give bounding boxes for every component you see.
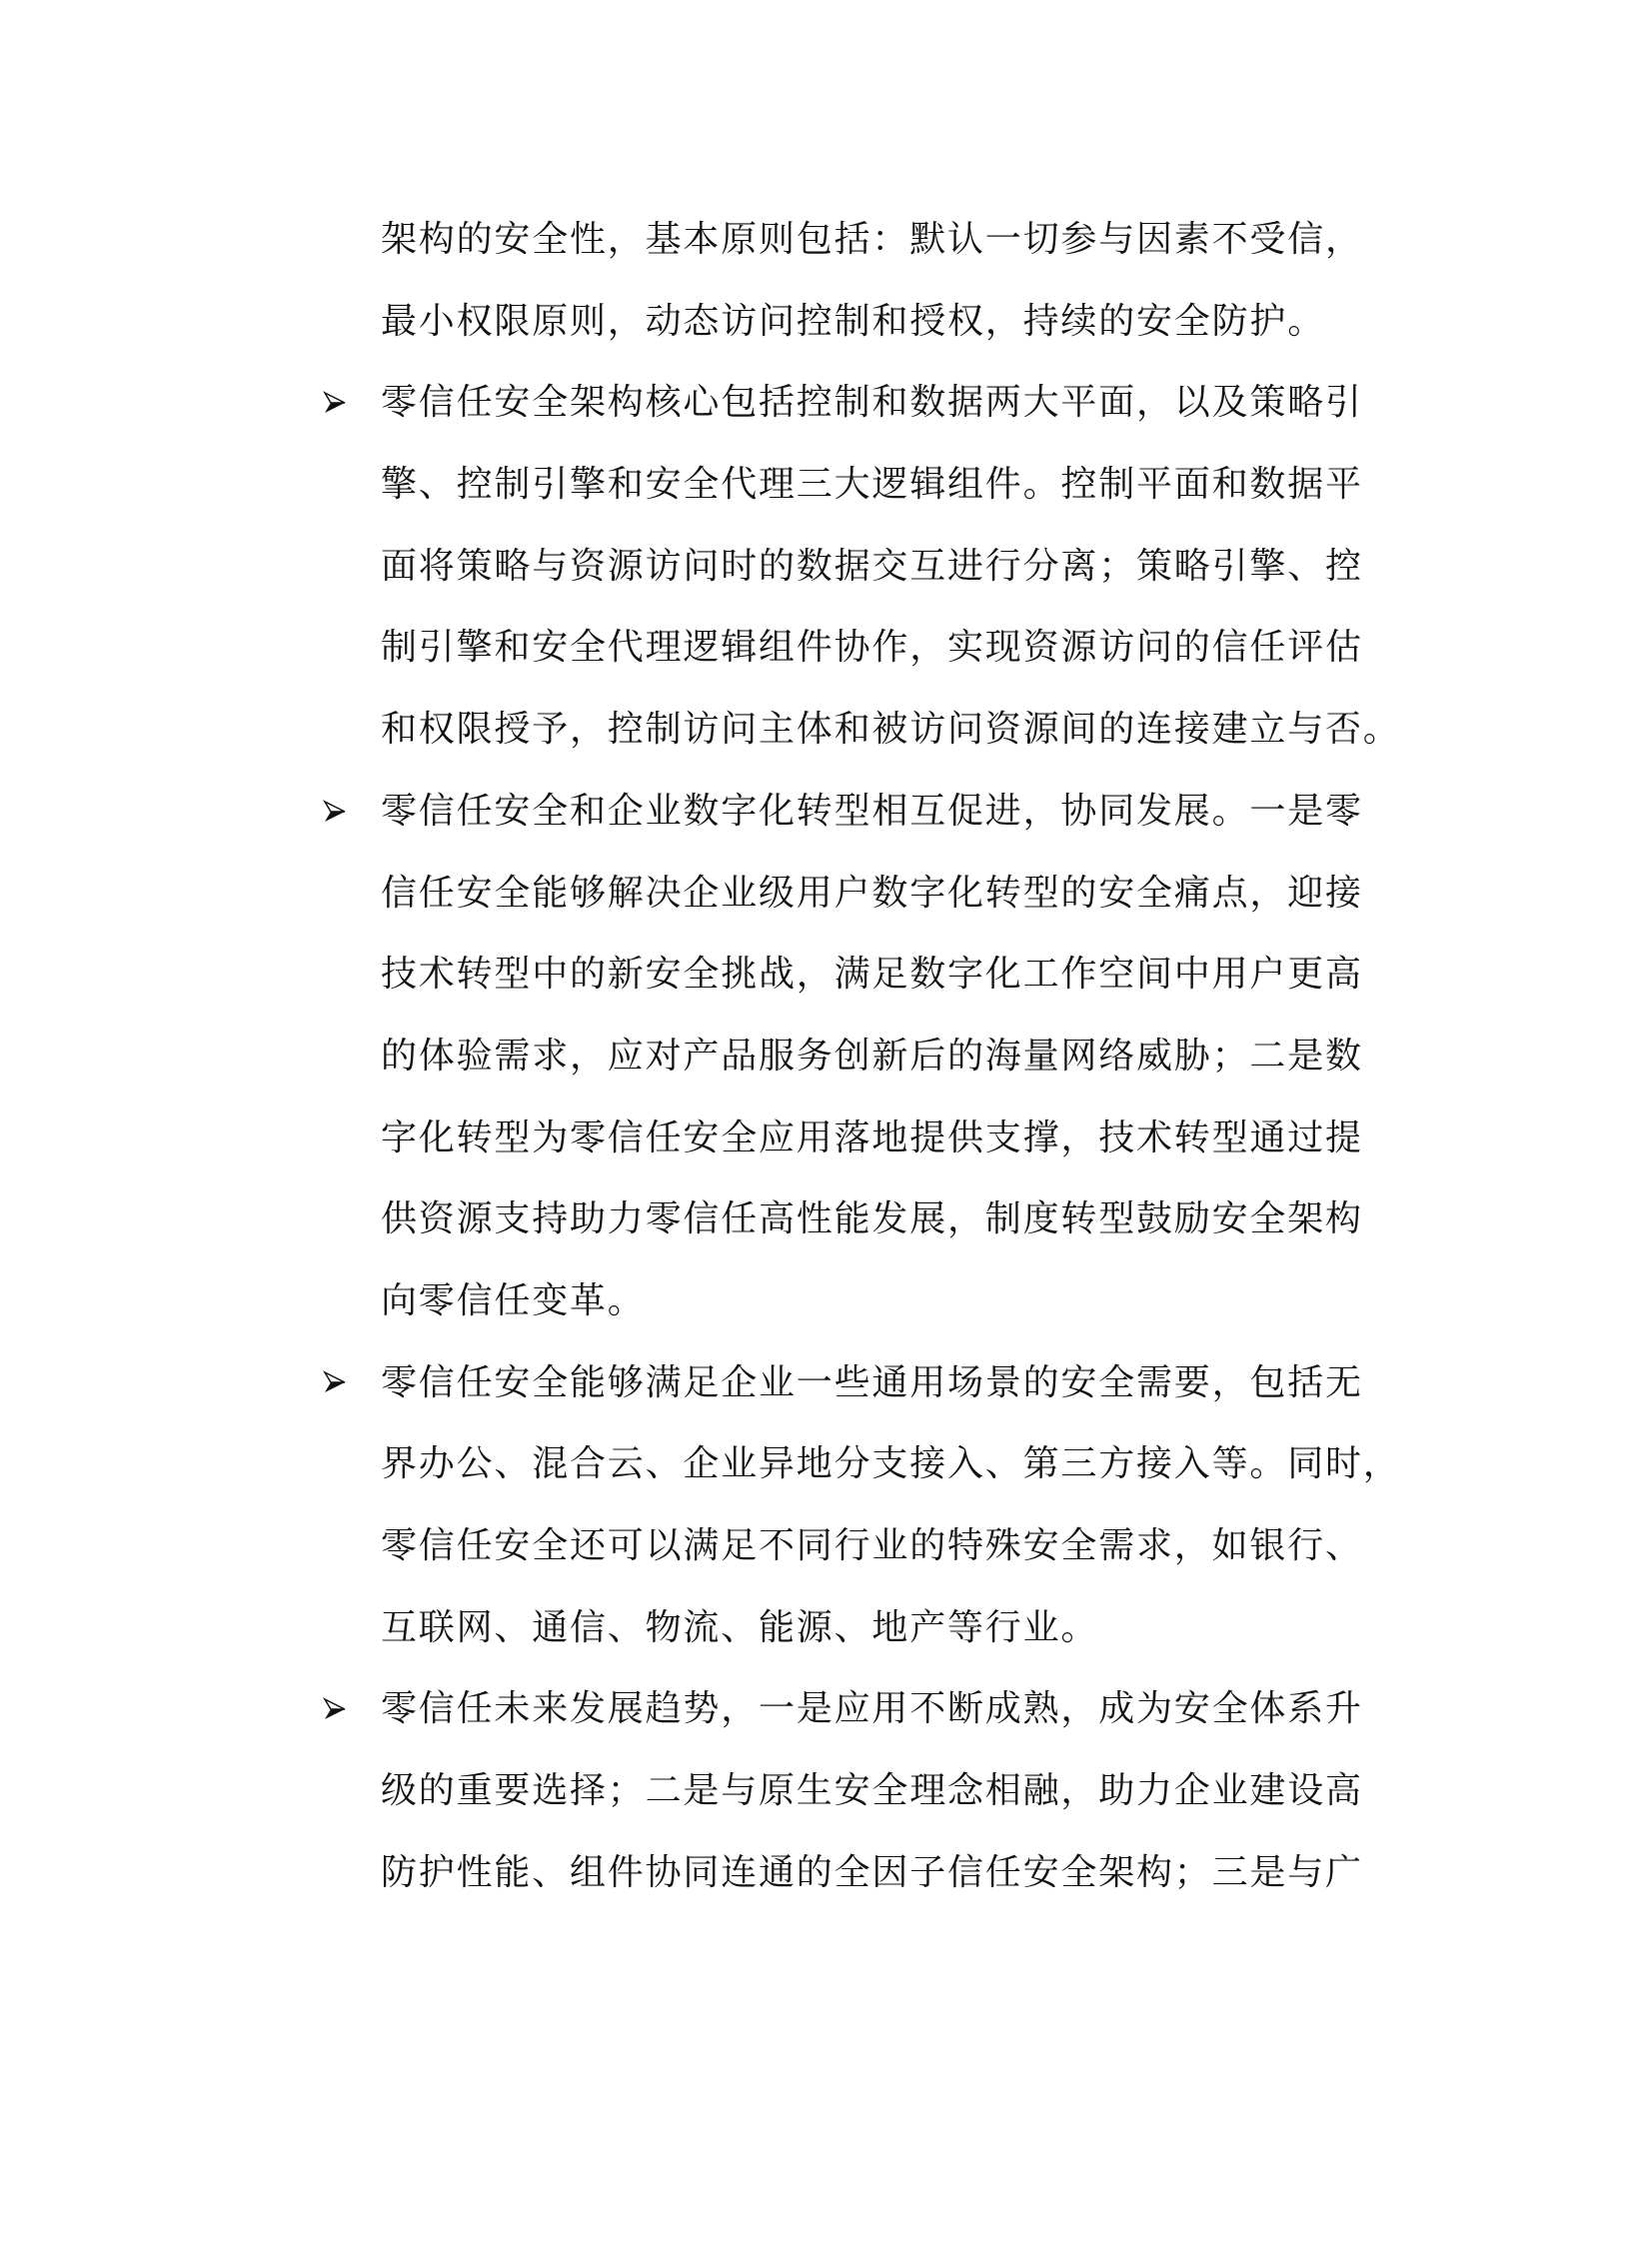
text-line: 擎、控制引擎和安全代理三大逻辑组件。控制平面和数据平 — [381, 464, 1363, 506]
document-body — [0, 199, 1652, 1913]
text-line: 供资源支持助力零信任高性能发展，制度转型鼓励安全架构 — [381, 1198, 1363, 1240]
text-line: 的体验需求，应对产品服务创新后的海量网络威胁；二是数 — [381, 1035, 1363, 1077]
text-line: 面将策略与资源访问时的数据交互进行分离；策略引擎、控 — [381, 545, 1363, 587]
text-line: 互联网、通信、物流、能源、地产等行业。 — [381, 1606, 1099, 1648]
paragraph — [0, 199, 1652, 362]
text-line: 向零信任变革。 — [381, 1279, 646, 1321]
text-line: 零信任未来发展趋势，一是应用不断成熟，成为安全体系升 — [0, 1668, 1652, 1750]
arrowhead-bullet-icon — [322, 362, 352, 444]
text-line: 最小权限原则，动态访问控制和授权，持续的安全防护。 — [381, 300, 1326, 342]
arrowhead-bullet-icon — [322, 1342, 352, 1424]
text-line: 零信任安全能够满足企业一些通用场景的安全需要，包括无 — [0, 1342, 1652, 1424]
bullet-paragraph — [0, 1342, 1652, 1669]
arrowhead-bullet-icon — [322, 1668, 352, 1750]
text-line: 零信任安全还可以满足不同行业的特殊安全需求，如银行、 — [381, 1525, 1363, 1566]
arrowhead-bullet-icon — [322, 771, 352, 853]
text-line: 零信任安全架构核心包括控制和数据两大平面，以及策略引 — [0, 362, 1652, 444]
text-line: 级的重要选择；二是与原生安全理念相融，助力企业建设高 — [381, 1770, 1363, 1812]
text-line: 信任安全能够解决企业级用户数字化转型的安全痛点，迎接 — [381, 872, 1363, 914]
text-line: 和权限授予，控制访问主体和被访问资源间的连接建立与否。 — [381, 709, 1401, 751]
text-line: 界办公、混合云、企业异地分支接入、第三方接入等。同时， — [381, 1443, 1401, 1485]
text-line: 技术转型中的新安全挑战，满足数字化工作空间中用户更高 — [381, 954, 1363, 996]
text-line: 字化转型为零信任安全应用落地提供支撑，技术转型通过提 — [381, 1117, 1363, 1158]
text-line: 架构的安全性，基本原则包括：默认一切参与因素不受信， — [381, 219, 1363, 260]
bullet-paragraph — [0, 771, 1652, 1342]
text-line: 零信任安全和企业数字化转型相互促进，协同发展。一是零 — [0, 771, 1652, 853]
text-line: 防护性能、组件协同连通的全因子信任安全架构；三是与广 — [381, 1851, 1363, 1893]
bullet-paragraph — [0, 1668, 1652, 1913]
bullet-paragraph — [0, 362, 1652, 770]
text-line: 制引擎和安全代理逻辑组件协作，实现资源访问的信任评估 — [381, 627, 1363, 669]
